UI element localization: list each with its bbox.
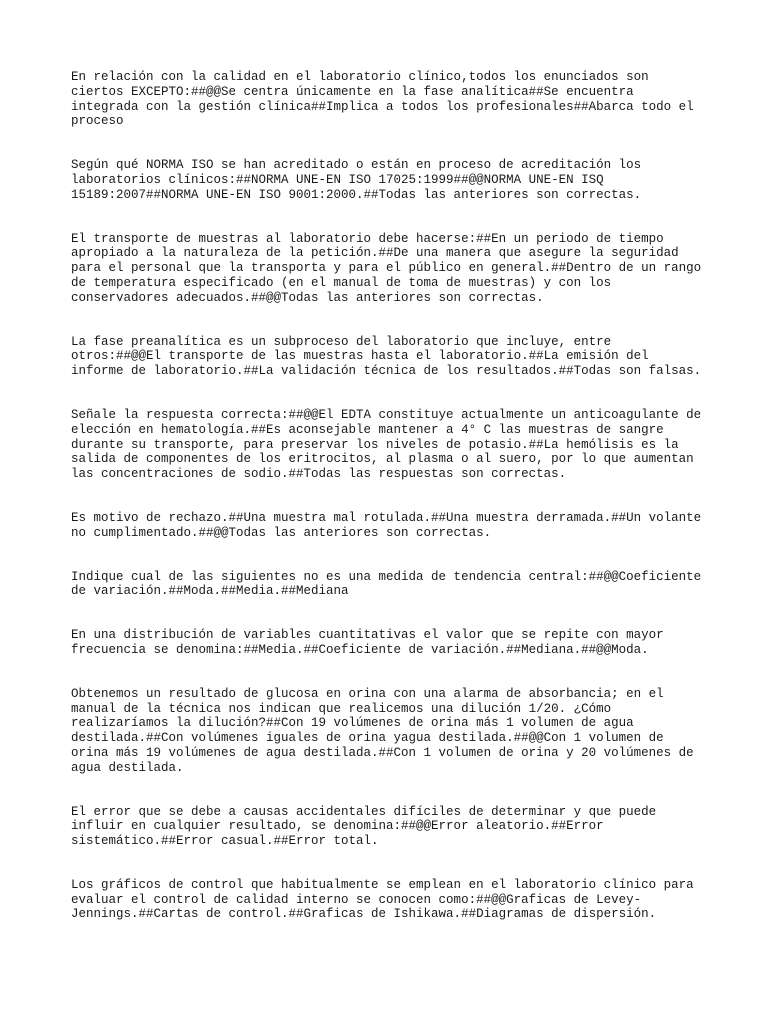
question-2: Según qué NORMA ISO se han acreditado o están en proceso de acreditación los laboratorios clínicos:##NORMA UNE-EN ISO 17025:1999##@@NORMA UNE-EN ISQ 15189:2007##NORMA UNE-EN ISO 9001:2000.##Todas las anteriores son correctas. xyxy=(71,158,642,202)
question-9: Obtenemos un resultado de glucosa en orina con una alarma de absorbancia; en el manual de la técnica nos indican que realicemos una dilución 1/20. ¿Cómo realizaríamos la dilución?##Con 19 volúmenes de orina más 1 volumen de agua destilada.##Con volúmenes iguales de orina yagua destilada.##@@Con 1 volumen de orina más 19 volúmenes de agua destilada.##Con 1 volumen de orina y 20 volúmenes de agua destilada. xyxy=(71,686,694,775)
question-8: En una distribución de variables cuantitativas el valor que se repite con mayor frecuencia se denomina:##Media.##Coeficiente de variación.##Mediana.##@@Moda. xyxy=(71,628,664,657)
question-10: El error que se debe a causas accidentales difíciles de determinar y que puede influir en cualquier resultado, se denomina:##@@Error aleatorio.##Error sistemático.##Error casual.##Error total. xyxy=(71,804,657,849)
question-1: En relación con la calidad en el laboratorio clínico,todos los enunciados son ciertos EXCEPTO:##@@Se centra únicamente en la fase analítica##Se encuentra integrada con la gestión clínica##Implica a todos los profesionales##Abarca todo el proceso xyxy=(71,70,694,129)
question-11: Los gráficos de control que habitualmente se emplean en el laboratorio clínico para evaluar el control de calidad interno se conocen como:##@@Graficas de Levey-Jennings.##Cartas de control.##Graficas de Ishikawa.##Diagramas de dispersión. xyxy=(71,877,694,922)
question-7: Indique cual de las siguientes no es una medida de tendencia central:##@@Coeficiente de variación.##Moda.##Media.##Mediana xyxy=(71,569,702,599)
question-4: La fase preanalítica es un subproceso del laboratorio que incluye, entre otros:##@@El transporte de las muestras hasta el laboratorio.##La emisión del informe de laboratorio.##La validación técnica de los resultados.##Todas son falsas. xyxy=(71,334,702,379)
document-page xyxy=(71,70,703,922)
question-5: Señale la respuesta correcta:##@@El EDTA constituye actualmente un anticoagulante de elección en hematología.##Es aconsejable mantener a 4° C las muestras de sangre durante su transporte, para preservar los niveles de potasio.##La hemólisis es la salida de componentes de los eritrocitos, al plasma o al suero, por lo que aumentan las concentraciones de sodio.##Todas las respuestas son correctas. xyxy=(71,407,702,482)
question-3: El transporte de muestras al laboratorio debe hacerse:##En un periodo de tiempo apropiado a la naturaleza de la petición.##De una manera que asegure la seguridad para el personal que la transporta y para el público en general.##Dentro de un rango de temperatura especificado (en el manual de toma de muestras) y con los conservadores adecuados.##@@Todas las anteriores son correctas. xyxy=(71,231,702,305)
question-6: Es motivo de rechazo.##Una muestra mal rotulada.##Una muestra derramada.##Un volante no cumplimentado.##@@Todas las anteriores son correctas. xyxy=(71,510,702,540)
